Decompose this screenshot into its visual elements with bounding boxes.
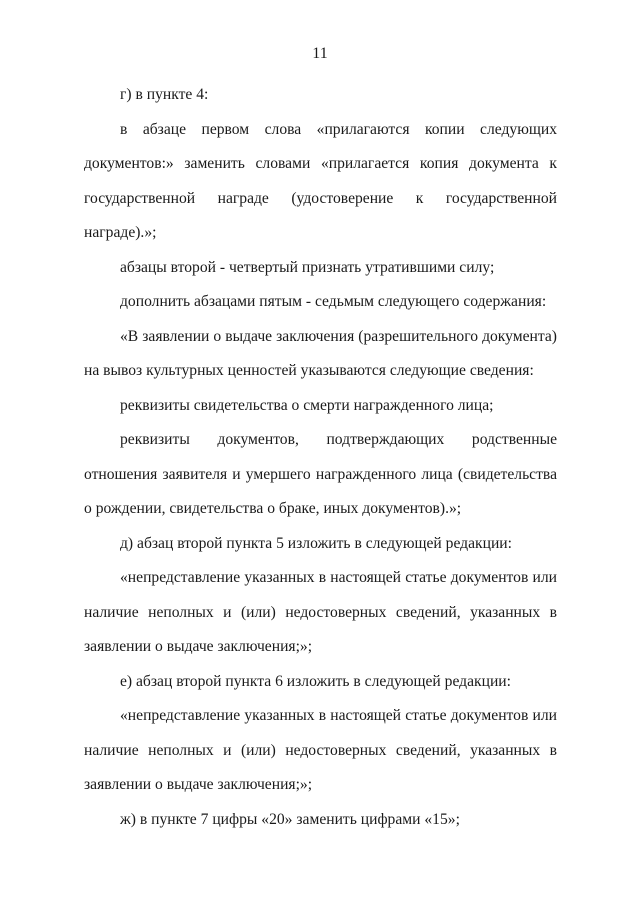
paragraph-abzacs-void: абзацы второй - четвертый признать утратившими силу; bbox=[120, 258, 495, 276]
page-number: 11 bbox=[312, 45, 328, 62]
paragraph-point-6-text: «непредставление указанных в настоящей статье документов или наличие неполных и (или) недостоверных сведений, указанных в заявлении о выдаче заключения;»; bbox=[84, 707, 557, 793]
paragraph-point-5-text: «непредставление указанных в настоящей статье документов или наличие неполных и (или) недостоверных сведений, указанных в заявлении о выдаче заключения;»; bbox=[84, 569, 557, 655]
paragraph-add-abzacs: дополнить абзацами пятым - седьмым следующего содержания: bbox=[120, 293, 547, 310]
paragraph-amend-point-4: г) в пункте 4: bbox=[120, 86, 209, 103]
paragraph-death-certificate: реквизиты свидетельства о смерти награжденного лица; bbox=[120, 396, 494, 414]
document-body bbox=[84, 78, 557, 837]
paragraph-amend-point-6: е) абзац второй пункта 6 изложить в следующей редакции: bbox=[120, 672, 511, 690]
paragraph-amend-point-5: д) абзац второй пункта 5 изложить в следующей редакции: bbox=[120, 534, 512, 552]
paragraph-amend-point-7: ж) в пункте 7 цифры «20» заменить цифрами «15»; bbox=[120, 810, 460, 828]
paragraph-kinship-documents: реквизиты документов, подтверждающих родственные отношения заявителя и умершего награжденного лица (свидетельства о рождении, свидетельства о браке, иных документов).»; bbox=[84, 431, 557, 517]
paragraph-first-abzac-change: в абзаце первом слова «прилагаются копии следующих документов:» заменить словами «прилагается копия документа к государственной награде (удостоверение к государственной награде).»; bbox=[84, 120, 557, 241]
paragraph-application-info: «В заявлении о выдаче заключения (разрешительного документа) на вывоз культурных ценностей указываются следующие сведения: bbox=[84, 327, 557, 379]
